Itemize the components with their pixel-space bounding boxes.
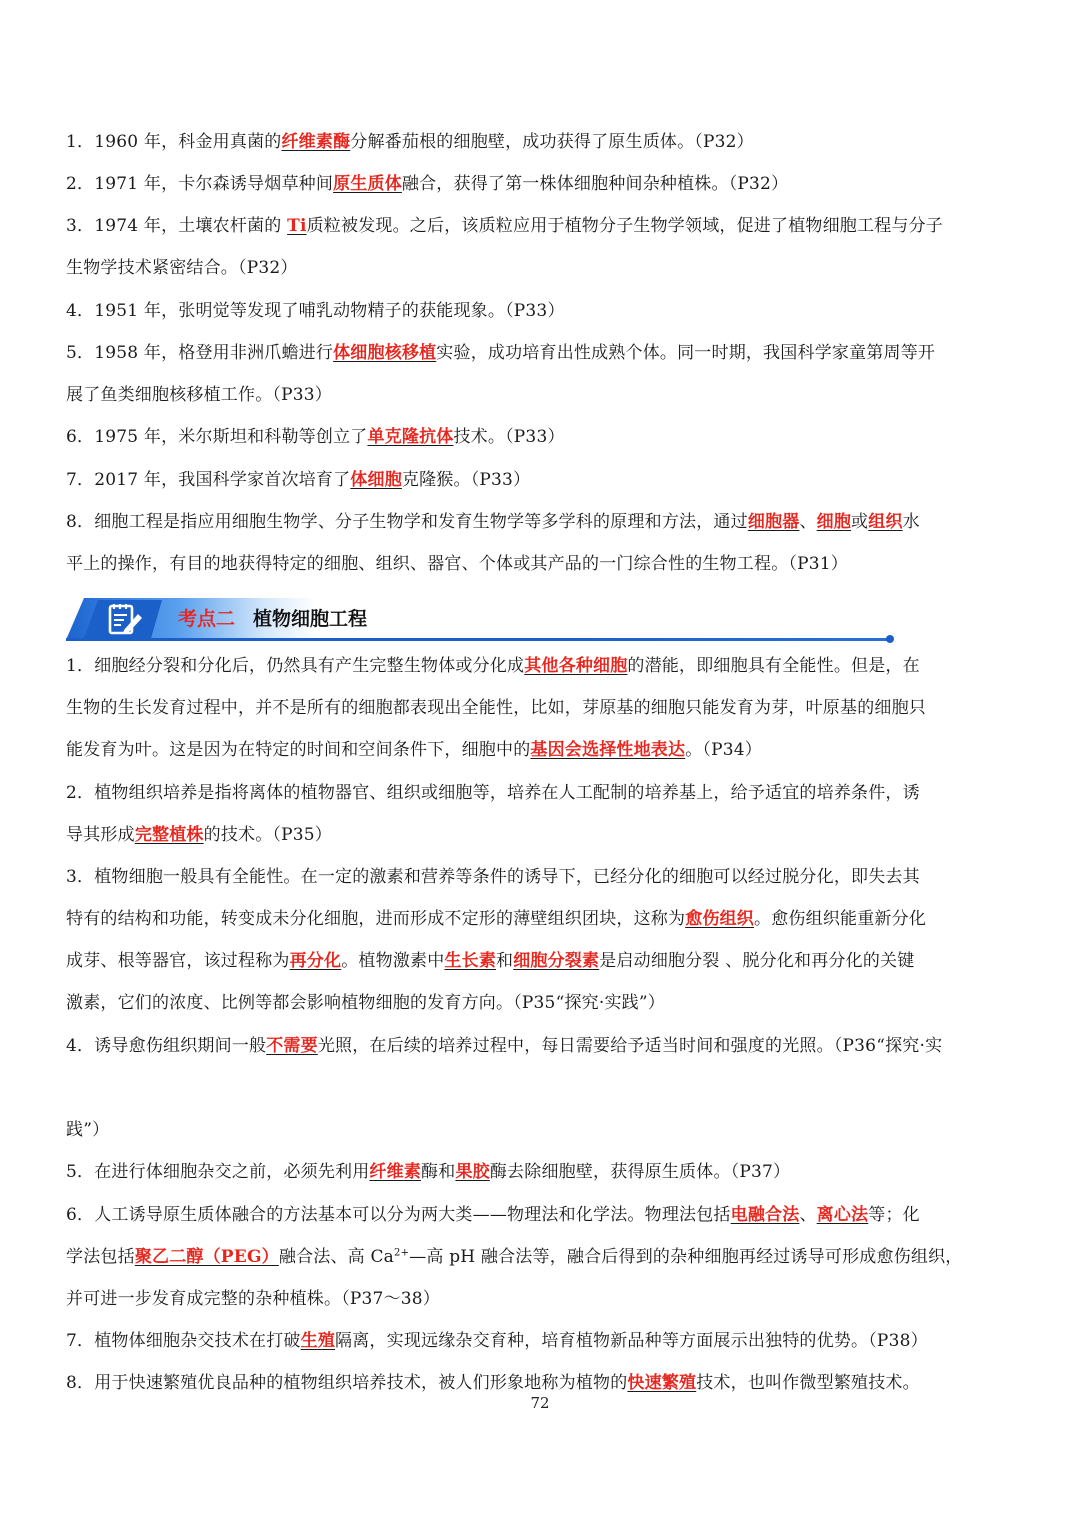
text-run: 导其形成 [66,824,135,845]
keyword: 单克隆抗体 [367,427,454,448]
text-line [66,543,1016,585]
text-run: 技术。（P33） [453,427,565,448]
text-run: 践”） [66,1119,110,1140]
text-line [66,1067,1016,1109]
text-run: 8．细胞工程是指应用细胞生物学、分子生物学和发育生物学等多学科的原理和方法，通过 [66,511,748,532]
text-run: 3．1974 年，土壤农杆菌的 [66,216,288,237]
text-run: 4．1951 年，张明觉等发现了哺乳动物精子的获能现象。（P33） [66,300,565,321]
text-run: 成芽、根等器官，该过程称为 [66,951,290,971]
text-line [66,121,1016,163]
text-run: 分解番茄根的细胞壁，成功获得了原生质体。（P32） [350,132,754,152]
keyword: 体细胞核移植 [333,343,437,363]
text-line [66,247,1016,289]
text-run: 展了鱼类细胞核移植工作。（P33） [66,385,332,405]
text-run: 。愈伤组织能重新分化 [754,909,927,929]
text-line [66,332,1016,374]
keyword: 基因会选择性地表达 [530,740,686,760]
text-line [66,1320,1016,1362]
list-item [66,1151,1016,1193]
keyword: 细胞 [816,511,852,532]
list-item [66,416,1016,458]
text-run: 光照，在后续的培养过程中，每日需要给予适当时间和强度的光照。（P36“探究·实 [317,1035,943,1056]
text-run: 7．2017 年，我国科学家首次培育了 [66,469,351,490]
text-run: 、 [799,1204,817,1225]
text-line [66,1194,1016,1236]
text-run: 8．用于快速繁殖优良品种的植物组织培养技术，被人们形象地称为植物的 [66,1373,628,1394]
text-run: 特有的结构和功能，转变成未分化细胞，进而形成不定形的薄壁组织团块，这称为 [66,909,686,929]
text-line [66,205,1016,247]
text-run: 的潜能，即细胞具有全能性。但是，在 [627,656,920,676]
text-run: 平上的操作，有目的地获得特定的细胞、组织、器官、个体或其产品的一门综合性的生物工程。（P31） [66,553,848,574]
list-item [66,645,1016,771]
section-underline [66,638,892,641]
keyword: 组织 [868,511,903,532]
keyword: 电融合法 [730,1204,800,1225]
text-run: 5．1958 年，格登用非洲爪蟾进行 [66,343,334,363]
list-item [66,501,1016,585]
keyword: 生殖 [300,1331,336,1352]
text-run: 4．诱导愈伤组织期间一般 [66,1035,267,1056]
text-run: 水 [902,511,920,532]
list-item [66,1194,1016,1320]
keyword: 果胶 [455,1162,490,1183]
text-line [66,163,1016,205]
keyword: 细胞器 [747,511,800,532]
text-run: 2．植物组织培养是指将离体的植物器官、组织或细胞等，培养在人工配制的培养基上，给予适宜的培养条件，诱 [66,782,920,803]
text-run: 实验，成功培育出性成熟个体。同一时期，我国科学家童第周等开 [436,343,936,363]
keyword: 其他各种细胞 [524,656,628,676]
keyword: 细胞分裂素 [513,951,600,971]
text-run: 酶去除细胞壁，获得原生质体。（P37） [489,1162,791,1183]
text-line [66,416,1016,458]
text-run: 隔离，实现远缘杂交育种，培育植物新品种等方面展示出独特的优势。（P38） [335,1331,928,1352]
keyword: 愈伤组织 [685,909,755,929]
text-run: 并可进一步发育成完整的杂种植株。（P37～38） [66,1288,441,1309]
keyword: 快速繁殖 [627,1373,697,1394]
keyword: Ti [287,216,307,237]
text-line [66,687,1016,729]
text-run: 、 [799,511,817,532]
list-item [66,205,1016,289]
text-run: 生物的生长发育过程中，并不是所有的细胞都表现出全能性，比如，芽原基的细胞只能发育为芽，叶原基的细胞只 [66,698,926,718]
list-item [66,1320,1016,1362]
text-line [66,290,1016,332]
text-run: 酶和 [421,1162,456,1183]
section-underline-dot [886,635,894,643]
text-run: 等；化 [868,1204,920,1225]
text-line [66,940,1016,982]
list-item [66,459,1016,501]
section-header [66,598,896,644]
text-run: 2+ [394,1246,410,1258]
text-line [66,1025,1016,1067]
list-item [66,163,1016,205]
keyword: 再分化 [289,951,342,971]
keyword: 原生质体 [333,174,402,195]
text-line [66,1151,1016,1193]
text-line [66,374,1016,416]
text-line [66,1278,1016,1320]
text-line [66,501,1016,543]
text-line [66,772,1016,814]
page-number: 72 [530,1394,550,1412]
text-run: 1．1960 年，科金用真菌的 [66,132,282,152]
text-line [66,898,1016,940]
text-run: 融合，获得了第一株体细胞种间杂种植株。（P32） [401,174,789,195]
text-run: 6．人工诱导原生质体融合的方法基本可以分为两大类——物理法和化学法。物理法包括 [66,1204,731,1225]
text-run: 能发育为叶。这是因为在特定的时间和空间条件下，细胞中的 [66,740,531,760]
text-line [66,729,1016,771]
list-item [66,121,1016,163]
keyword: 体细胞 [350,469,402,490]
keyword: 离心法 [816,1204,869,1225]
text-run: 2．1971 年，卡尔森诱导烟草种间 [66,174,334,195]
keyword: 聚乙二醇（PEG） [134,1246,279,1267]
text-run: 技术，也叫作微型繁殖技术。 [696,1373,920,1394]
text-run: 是启动细胞分裂 、脱分化和再分化的关键 [599,951,915,971]
text-line [66,645,1016,687]
text-run: 和 [496,951,514,971]
text-run: —高 pH 融合法等，融合后得到的杂种细胞再经过诱导可形成愈伤组织， [409,1246,963,1267]
text-line [66,856,1016,898]
list-item [66,290,1016,332]
text-line [66,814,1016,856]
text-run: 激素，它们的浓度、比例等都会影响植物细胞的发育方向。（P35“探究·实践”） [66,993,665,1013]
text-run: 或 [851,511,869,532]
text-run: 克隆猴。（P33） [401,469,531,490]
text-line [66,982,1016,1024]
text-line [66,1109,1016,1151]
text-line [66,1236,1016,1278]
keyword: 生长素 [444,951,497,971]
keyword: 完整植株 [134,824,204,845]
keyword: 纤维素酶 [281,132,351,152]
list-item [66,1025,1016,1151]
keyword: 不需要 [266,1035,318,1056]
text-run: 质粒被发现。之后，该质粒应用于植物分子生物学领域，促进了植物细胞工程与分子 [306,216,944,237]
keyword: 纤维素 [369,1162,422,1183]
list-item [66,856,1016,1024]
text-run: 6．1975 年，米尔斯坦和科勒等创立了 [66,427,368,448]
text-run: 7．植物体细胞杂交技术在打破 [66,1331,301,1352]
section-title-text: 植物细胞工程 [253,608,368,630]
section-title [178,604,367,631]
text-run: 3．植物细胞一般具有全能性。在一定的激素和营养等条件的诱导下，已经分化的细胞可以经过脱分化，即失去其 [66,867,920,887]
text-run: 5．在进行体细胞杂交之前，必须先利用 [66,1162,370,1183]
section-number: 考点二 [178,608,236,630]
text-run: 1．细胞经分裂和分化后，仍然具有产生完整生物体或分化成 [66,656,525,676]
text-run: 。（P34） [685,740,762,760]
text-run: 学法包括 [66,1246,135,1267]
text-run: 融合法、高 Ca [278,1246,395,1267]
list-item [66,332,1016,416]
text-line [66,459,1016,501]
list-item [66,772,1016,856]
text-run: 。植物激素中 [341,951,445,971]
text-run: 生物学技术紧密结合。（P32） [66,258,298,279]
text-run: 的技术。（P35） [203,824,332,845]
